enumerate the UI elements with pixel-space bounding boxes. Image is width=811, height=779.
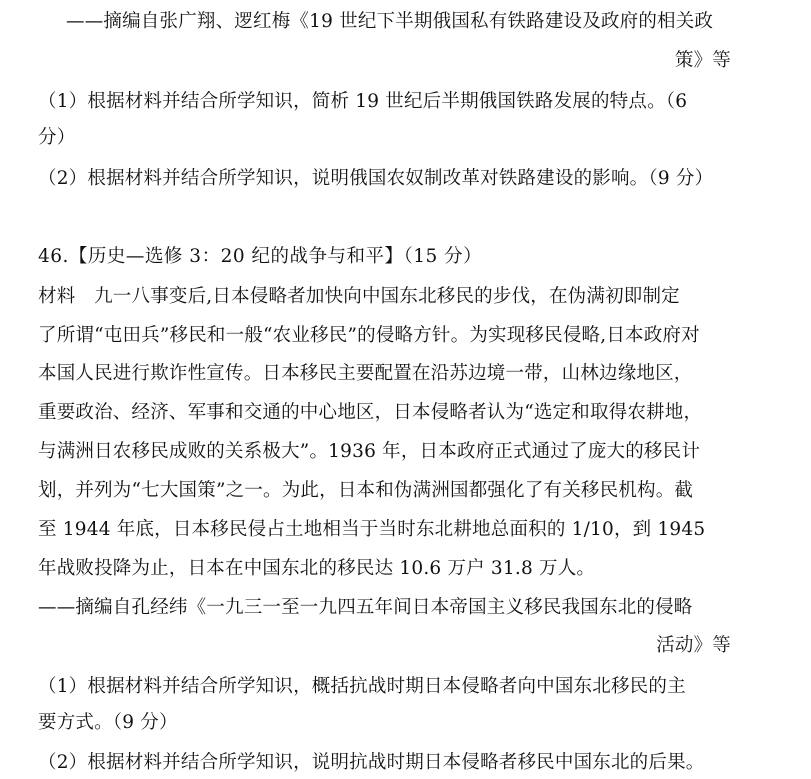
source-citation-46-line2: 活动》等 <box>656 635 731 656</box>
material-line: 材料 九一八事变后,日本侵略者加快向中国东北移民的步伐，在伪满初即制定 <box>38 286 680 307</box>
material-line: 本国人民进行欺诈性宣传。日本移民主要配置在沿苏边境一带，山林边缘地区， <box>38 363 693 384</box>
material-line: 与满洲日农移民成败的关系极大”。1936 年，日本政府正式通过了庞大的移民计 <box>38 441 701 462</box>
section-46-heading: 46.【历史—选修 3：20 纪的战争与和平】（15 分） <box>38 246 483 267</box>
material-line: 了所谓“屯田兵”移民和一般“农业移民”的侵略方针。为实现移民侵略,日本政府对 <box>38 325 700 346</box>
material-line: 重要政治、经济、军事和交通的中心地区，日本侵略者认为“选定和取得农耕地， <box>38 402 703 423</box>
material-line: 年战败投降为止，日本在中国东北的移民达 10.6 万户 31.8 万人。 <box>38 558 596 579</box>
source-citation-46-line1: ——摘编自孔经纬《一九三一至一九四五年间日本帝国主义移民我国东北的侵略 <box>38 597 693 618</box>
question-45-2: （2）根据材料并结合所学知识，说明俄国农奴制改革对铁路建设的影响。（9 分） <box>38 168 714 189</box>
question-45-1-line2: 分） <box>38 127 76 148</box>
source-citation-45-line2: 策》等 <box>674 50 731 71</box>
question-46-1-line2: 要方式。（9 分） <box>38 712 178 733</box>
source-citation-45-line1: ——摘编自张广翔、逻红梅《19 世纪下半期俄国私有铁路建设及政府的相关政 <box>66 11 714 32</box>
question-46-2: （2）根据材料并结合所学知识，说明抗战时期日本侵略者移民中国东北的后果。 <box>38 752 705 773</box>
material-line: 至 1944 年底，日本移民侵占土地相当于当时东北耕地总面积的 1/10，到 1945 <box>38 519 706 540</box>
material-line: 划，并列为“七大国策”之一。为此，日本和伪满洲国都强化了有关移民机构。截 <box>38 480 694 501</box>
question-46-1-line1: （1）根据材料并结合所学知识，概括抗战时期日本侵略者向中国东北移民的主 <box>38 676 686 697</box>
question-45-1-line1: （1）根据材料并结合所学知识，简析 19 世纪后半期俄国铁路发展的特点。（6 <box>38 91 688 112</box>
